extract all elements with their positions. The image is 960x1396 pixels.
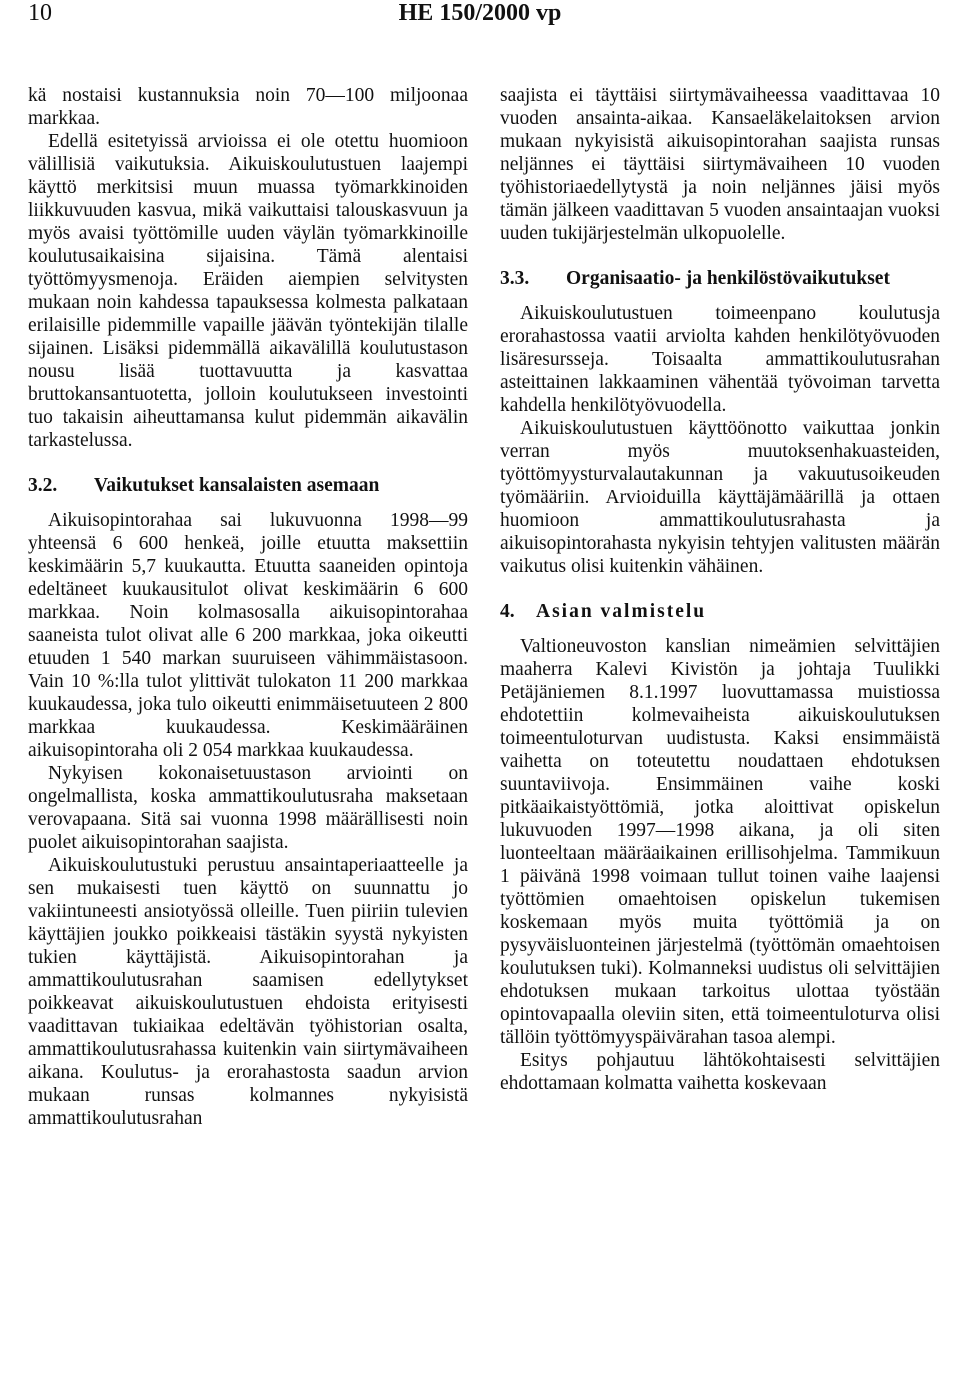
right-column — [500, 84, 940, 1095]
paragraph: kä nostaisi kustannuksia noin 70—100 miljoonaa markkaa. — [28, 85, 468, 129]
section-heading — [28, 474, 468, 497]
paragraph: Aikuiskoulutustuen toimeenpano koulutusja erorahastossa vaatii arviolta kahden henkilötyövuoden lisäresursseja. Toisaalta ammattikoulutusrahan asteittainen lakkaaminen vähentää työvoiman tarvetta kahdella henkilötyövuodella. — [500, 303, 940, 416]
paragraph: Edellä esitetyissä arvioissa ei ole otettu huomioon välillisiä vaikutuksia. Aikuiskoulutustuen laajempi käyttö merkitsisi muun muassa työmarkkinoiden liikkuvuuden kasvua, mikä vaikuttaisi talouskasvuun ja myös avaisi työttömille uuden väylän työmarkkinoille koulutusaikaisina sijaisina. Tämä alentaisi työttömyysmenoja. Eräiden aiempien selvitysten mukaan noin kahdessa tapauksessa kolmesta palkataan erilaisille pidemmille vapaille jäävän työntekijän tilalle sijainen. Lisäksi pidemmällä aikavälillä koulutustason nousu lisää tuottavuutta ja kasvattaa bruttokansantuotetta, jolloin koulutukseen investointi tuo takaisin aiheuttamansa kulut pidemmän aikavälin tarkastelussa. — [28, 131, 468, 451]
paragraph: Esitys pohjautuu lähtökohtaisesti selvittäjien ehdottamaan kolmatta vaihetta koskevaan — [500, 1050, 940, 1094]
section-title: Vaikutukset kansalaisten asemaan — [94, 475, 380, 496]
paragraph: Nykyisen kokonaisetuustason arviointi on ongelmallista, koska ammattikoulutusraha maksetaan verovapaana. Sitä sai vuonna 1998 määrällisesti noin puolet aikuisopintorahan saajista. — [28, 763, 468, 853]
section-number: 3.2. — [28, 475, 58, 496]
page-number: 10 — [28, 0, 52, 26]
paragraph: Aikuiskoulutustuki perustuu ansaintaperiaatteelle ja sen mukaisesti tuen käyttö on suunnattu jo vakiintuneesti ansiotyössä olleille. Tuen piiriin tulevien käyttäjien joukko poikkeaisi tästäkin syystä nykyisten tukien käyttäjistä. Aikuisopintorahan ja ammattikoulutusrahan saamisen edellytykset poikkeavat aikuiskoulutustuen ehdoista erityisesti vaadittavan tukiaikaa edeltävän työhistorian osalta, ammattikoulutusrahassa kuitenkin vain siirtymävaiheen aikana. Koulutus- ja erorahastosta saadun arvion mukaan runsas kolmannes nykyisistä ammattikoulutusrahan — [28, 855, 468, 1129]
left-column — [28, 84, 468, 1130]
section-title: Organisaatio- ja henkilöstövaikutukset — [566, 268, 890, 289]
running-head: HE 150/2000 vp — [398, 0, 562, 26]
section-heading — [500, 600, 940, 623]
paragraph: Aikuisopintorahaa sai lukuvuonna 1998—99 yhteensä 6 600 henkeä, joille etuutta maksettiin keskimäärin 5,7 kuukautta. Etuutta saaneiden opintoja edeltäneet kuukausitulot olivat keskimäärin 6 600 markkaa. Noin kolmasosalla aikuisopintorahaa saaneista tulot olivat alle 6 200 markkaa, joka oikeutti etuuden 1 540 markan suuruiseen vähimmäistasoon. Vain 10 %:lla tulot ylittivät tulokaton 11 200 markkaa kuukaudessa, joka tulo oikeutti enimmäisetuuteen 2 800 markkaa kuukaudessa. Keskimääräinen aikuisopintoraha oli 2 054 markkaa kuukaudessa. — [28, 510, 468, 761]
paragraph: Valtioneuvoston kanslian nimeämien selvittäjien maaherra Kalevi Kivistön ja johtaja Tuulikki Petäjäniemen 8.1.1997 luovuttamassa muistiossa ehdotettiin kolmevaiheista aikuiskoulutuksen toimeentuloturvan uudistusta. Kaksi ensimmäistä vaihetta on toteutettu noudattaen ehdotuksen suuntaviivoja. Ensimmäinen vaihe koski pitkäaikaistyöttömiä, jotka aloittivat opiskelun lukuvuoden 1997—1998 aikana, ja oli siten luonteeltaan määräaikainen erillisohjelma. Tammikuun 1 päivänä 1998 voimaan tullut toinen vaihe laajensi työttömien omaehtoisen opiskelun tukemisen koskemaan myös muita työttömiä ja on pysyväisluonteinen järjestelmä (työttömän omaehtoisen koulutuksen tuki). Kolmanneksi uudistus oli selvittäjien ehdotuksen mukaan tarkoitus ulottaa työstään opintovapaalla oleviin siten, että toimeentuloturva olisi tällöin työttömyyspäivärahan tasoa alempi. — [500, 636, 940, 1048]
section-number: 4. — [500, 601, 515, 622]
paragraph: saajista ei täyttäisi siirtymävaiheessa vaadittavaa 10 vuoden ansainta-aikaa. Kansaeläkelaitoksen arvion mukaan nykyisistä aikuisopintorahan saajista runsas neljännes ei täyttäisi siirtymävaiheen 10 vuoden työhistoriaedellytystä ja noin neljännes jäisi myös tämän jälkeen vaadittavan 5 vuoden ansaintaajan vuoksi uuden tukijärjestelmän ulkopuolelle. — [500, 85, 940, 244]
section-heading — [500, 267, 940, 290]
section-title: Asian valmistelu — [536, 601, 707, 622]
section-number: 3.3. — [500, 268, 530, 289]
paragraph: Aikuiskoulutustuen käyttöönotto vaikuttaa jonkin verran myös muutoksenhakuasteiden, työttömyysturvalautakunnan ja vakuutusoikeuden työmääriin. Arvioiduilla käyttäjämäärillä ja ottaen huomioon ammattikoulutusrahasta ja aikuisopintorahasta nykyisin tehtyjen valitusten määrän vaikutus olisi kuitenkin vähäinen. — [500, 418, 940, 577]
